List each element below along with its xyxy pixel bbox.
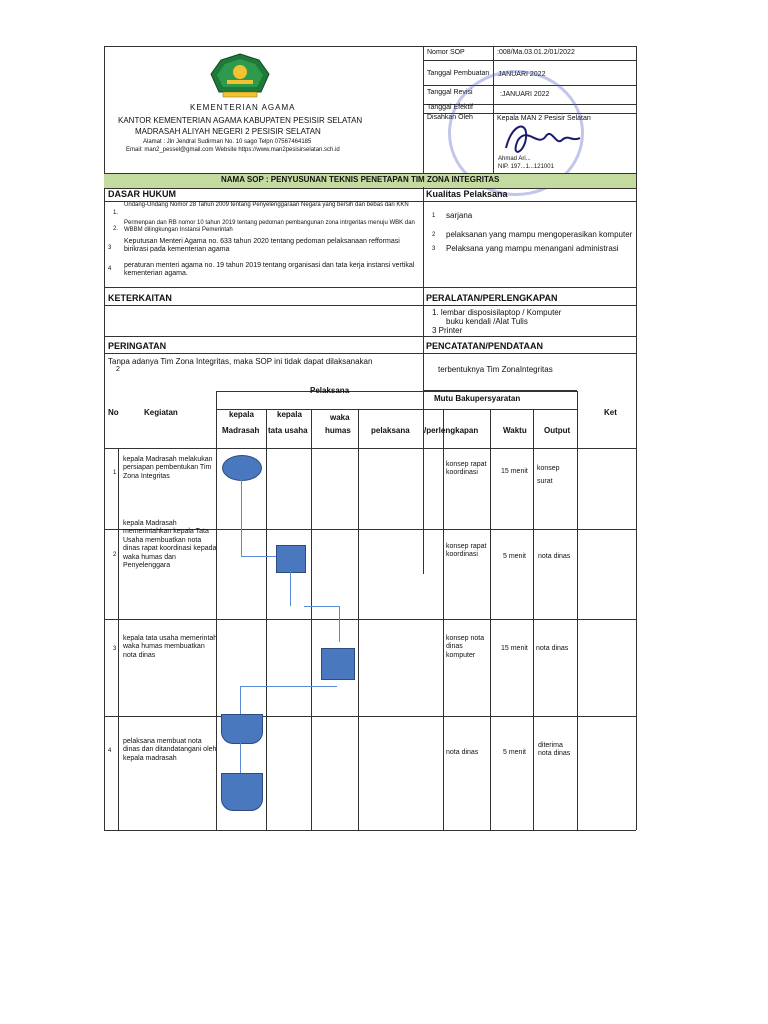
kualitas-item-num-1: 1 bbox=[432, 213, 436, 219]
kepala-madrasah-header-1: kepala bbox=[229, 410, 254, 419]
no-header: No bbox=[108, 408, 119, 417]
kepala-tu-header-2: tata usaha bbox=[268, 426, 308, 435]
kualitas-item-3: Pelaksana yang mampu menangani administrasi bbox=[446, 244, 619, 253]
row-1-waktu: 15 menit bbox=[501, 468, 528, 475]
waka-header-1: waka bbox=[330, 413, 350, 422]
row-4-output: diterima nota dinas bbox=[538, 742, 571, 758]
disahkan-value: Kepala MAN 2 Pesisir Selatan bbox=[497, 115, 591, 122]
nomor-value: :008/Ma.03.01.2/01/2022 bbox=[497, 49, 575, 56]
peralatan-item-3: 3 Printer bbox=[432, 326, 463, 335]
row-2-kelengkapan: konsep rapat koordinasi bbox=[446, 543, 487, 559]
row-3-no: 3 bbox=[113, 646, 117, 652]
contact-line: Email: man2_pessel@gmail.com Website https://www.man2pesisirselatan.sch.id bbox=[126, 147, 340, 153]
pembuatan-label: Tanggal Pembuatan bbox=[427, 70, 490, 77]
nomor-label: Nomor SOP bbox=[427, 49, 465, 56]
disahkan-label: Disahkan Oleh bbox=[427, 114, 473, 121]
school-name: MADRASAH ALIYAH NEGERI 2 PESISIR SELATAN bbox=[135, 127, 321, 136]
peralatan-heading: PERALATAN/PERLENGKAPAN bbox=[426, 293, 558, 303]
pembuatan-value: JANUARI 2022 bbox=[498, 71, 546, 78]
row-2-kegiatan: kepala Madrasah memerintahkan kepala Tata Usaha membuatkan nota dinas rapat koordinasi kepada waka humas dan Penyelenggara bbox=[123, 520, 217, 569]
row-3-output: nota dinas bbox=[536, 645, 569, 652]
row-3-kelengkapan: konsep nota dinas komputer bbox=[446, 635, 485, 659]
kepala-madrasah-header-2: Madrasah bbox=[222, 426, 260, 435]
row-1-kegiatan: kepala Madrasah melakukan persiapan pembentukan Tim Zona Integritas bbox=[123, 456, 213, 480]
flow-process-box bbox=[276, 545, 306, 573]
dasar-item-num-2: 2. bbox=[113, 226, 119, 232]
row-3-kegiatan: kepala tata usaha memerintah waka humas membuatkan nota dinas bbox=[123, 635, 218, 659]
perlengkapan-header: /perlengkapan bbox=[424, 426, 479, 435]
pencatatan-heading: PENCATATAN/PENDATAAN bbox=[426, 341, 543, 351]
waka-header-2: humas bbox=[325, 426, 351, 435]
sop-title: NAMA SOP : PENYUSUNAN TEKNIS PENETAPAN TIM ZONA INTEGRITAS bbox=[221, 175, 500, 184]
signer-name: Ahmad Ari... bbox=[498, 156, 531, 162]
row-2-no: 2 bbox=[113, 552, 117, 558]
row-4-waktu: 5 menit bbox=[503, 749, 526, 756]
keterkaitan-heading: KETERKAITAN bbox=[108, 293, 172, 303]
peringatan-heading: PERINGATAN bbox=[108, 341, 167, 351]
flow-document-shape bbox=[221, 773, 263, 811]
dasar-item-3: Keputusan Menteri Agama no. 633 tahun 2020 tentang pedoman pelaksanaan refformasi birikrasi pada kementerian agama bbox=[124, 238, 400, 254]
output-header: Output bbox=[544, 426, 571, 435]
dasar-item-num-3: 3 bbox=[108, 245, 112, 251]
ket-header: Ket bbox=[604, 408, 617, 417]
peralatan-item-2: buku kendali /Alat Tulis bbox=[446, 317, 528, 326]
revisi-label: Tanggal Revisi bbox=[427, 89, 473, 96]
row-4-no: 4 bbox=[108, 748, 112, 754]
flow-process-box bbox=[321, 648, 355, 680]
kualitas-item-2: pelaksanan yang mampu mengoperasikan komputer bbox=[446, 230, 633, 239]
flow-connector bbox=[241, 556, 276, 557]
row-4-kelengkapan: nota dinas bbox=[446, 749, 479, 756]
address-line: Alamat : Jln Jendral Sudirman No. 10 sago Telpn 07567464185 bbox=[143, 139, 312, 145]
dasar-item-num-4: 4 bbox=[108, 266, 112, 272]
pelaksana-group-header: Pelaksana bbox=[310, 386, 350, 395]
flow-connector bbox=[241, 479, 242, 556]
flow-connector bbox=[304, 606, 339, 607]
efektif-label: Tanggal Efektif bbox=[427, 104, 473, 111]
kepala-tu-header-1: kepala bbox=[277, 410, 302, 419]
ministry-logo bbox=[207, 52, 273, 98]
row-3-waktu: 15 menit bbox=[501, 645, 528, 652]
pelaksana-sub-header: pelaksana bbox=[371, 426, 410, 435]
mutu-header: Mutu Bakupersyaratan bbox=[434, 394, 521, 403]
flow-connector bbox=[240, 686, 337, 687]
dasar-item-2: Permenpan dan RB nomor 10 tahun 2019 tentang pedoman pembangunan zona intrgeritas menuju WBK dan WBBM dilingkungan Instansi Pemerintah bbox=[124, 220, 415, 234]
pencatatan-text: terbentuknya Tim ZonaIntegritas bbox=[438, 365, 553, 374]
flow-connector bbox=[339, 606, 340, 642]
flow-document-shape bbox=[221, 714, 263, 744]
signer-nip: NIP. 197...1...121001 bbox=[498, 164, 554, 170]
row-4-kegiatan: pelaksana membuat nota dinas dan ditandatangani oleh kepala madrasah bbox=[123, 738, 217, 762]
dasar-item-4: peraturan menteri agama no. 19 tahun 2019 tentang organisasi dan tata kerja instansi vertikal kementerian agama. bbox=[124, 262, 415, 278]
row-1-kelengkapan: konsep rapat koordinasi bbox=[446, 461, 487, 477]
row-1-no: 1 bbox=[113, 470, 117, 476]
row-2-output: nota dinas bbox=[538, 553, 571, 560]
flow-connector bbox=[290, 571, 291, 606]
revisi-value: :JANUARI 2022 bbox=[500, 91, 550, 98]
row-2-waktu: 5 menit bbox=[503, 553, 526, 560]
peringatan-text: Tanpa adanya Tim Zona Integritas, maka SOP ini tidak dapat dilaksanakan bbox=[108, 357, 373, 366]
kualitas-item-num-2: 2 bbox=[432, 232, 436, 238]
dasar-hukum-heading: DASAR HUKUM bbox=[108, 189, 176, 199]
row-1-output: konsep surat bbox=[537, 465, 560, 486]
dasar-item-num-1: 1. bbox=[113, 210, 119, 216]
ministry-name: KEMENTERIAN AGAMA bbox=[190, 103, 296, 112]
flow-connector bbox=[240, 743, 241, 773]
kualitas-item-num-3: 3 bbox=[432, 246, 436, 252]
kegiatan-header: Kegiatan bbox=[144, 408, 178, 417]
peralatan-item-1: 1. lembar disposisilaptop / Komputer bbox=[432, 308, 562, 317]
dasar-item-1: Undang-Undang Nomor 28 Tahun 2009 tentang Penyelenggaraan Negara yang bersih dan bebas dari KKN bbox=[124, 202, 409, 208]
peringatan-num: 2 bbox=[116, 366, 120, 373]
office-name: KANTOR KEMENTERIAN AGAMA KABUPATEN PESISIR SELATAN bbox=[118, 116, 363, 125]
flow-start-oval bbox=[222, 455, 262, 481]
flow-connector bbox=[240, 686, 241, 714]
kualitas-item-1: sarjana bbox=[446, 211, 473, 220]
kualitas-heading: Kualitas Pelaksana bbox=[426, 189, 508, 199]
waktu-header: Waktu bbox=[503, 426, 527, 435]
